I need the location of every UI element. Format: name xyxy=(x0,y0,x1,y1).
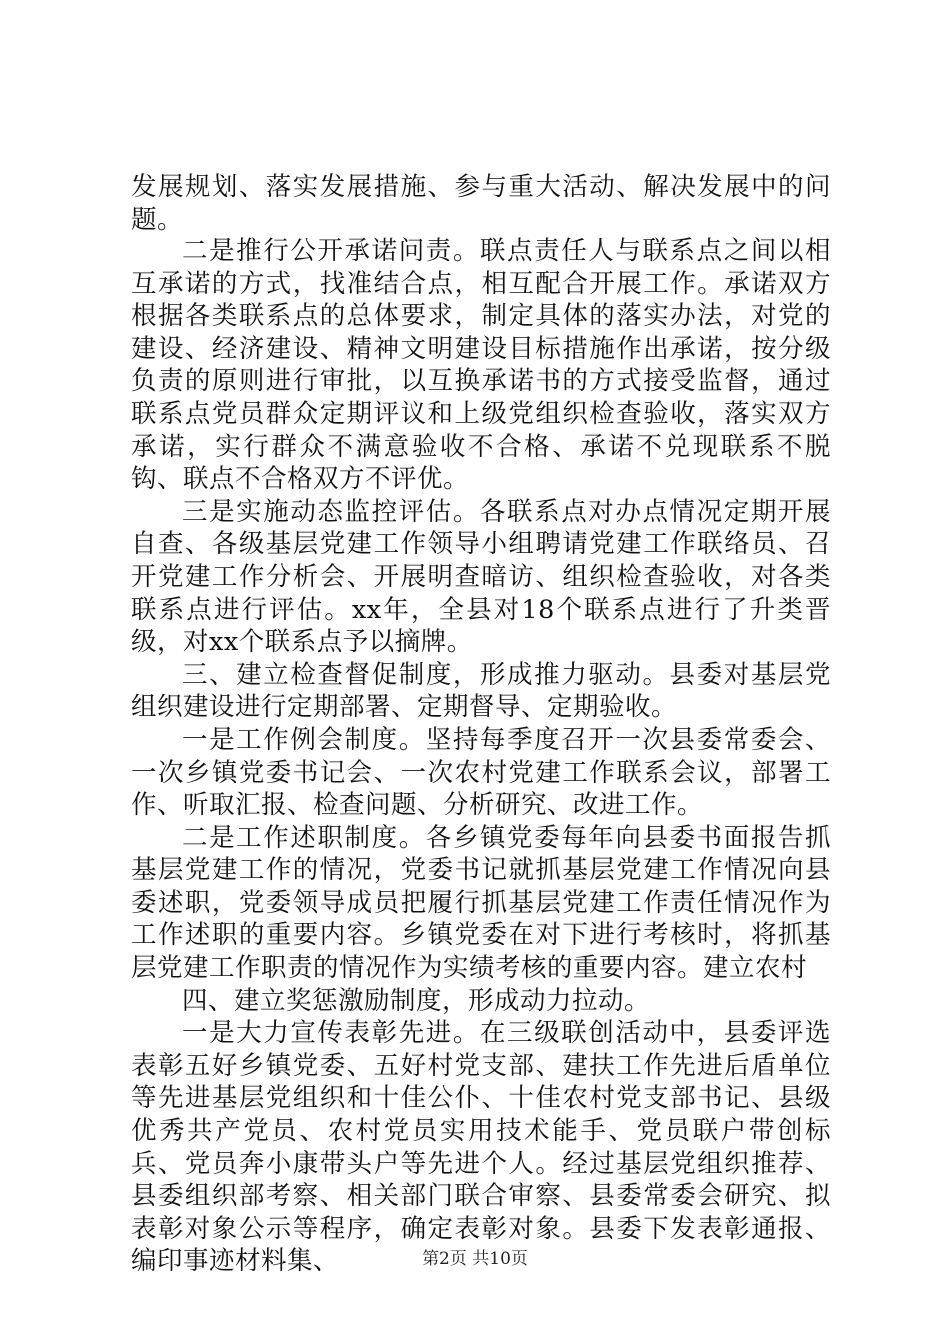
paragraph-work-meeting-system: 一是工作例会制度。坚持每季度召开一次县委常委会、一次乡镇党委书记会、一次农村党建工作联系会议，部署工作、听取汇报、检查问题、分析研究、改进工作。 xyxy=(131,724,831,821)
paragraph-commend-advanced: 一是大力宣传表彰先进。在三级联创活动中，县委评选表彰五好乡镇党委、五好村党支部、建扶工作先进后盾单位等先进基层党组织和十佳公仆、十佳农村党支部书记、县级优秀共产党员、农村党员实用技术能手、党员联户带创标兵、党员奔小康带头户等先进个人。经过基层党组织推荐、县委组织部考察、相关部门联合审察、县委常委会研究、拟表彰对象公示等程序，确定表彰对象。县委下发表彰通报、编印事迹材料集、 xyxy=(131,1018,831,1277)
document-lead xyxy=(131,171,831,236)
paragraph-dynamic-monitoring: 三是实施动态监控评估。各联系点对办点情况定期开展自查、各级基层党建工作领导小组聘请党建工作联络员、召开党建工作分析会、开展明查暗访、组织检查验收，对各类联系点进行评估。xx年，全县对18个联系点进行了升类晋级，对xx个联系点予以摘牌。 xyxy=(131,496,831,658)
page-number-label: 第2页 共10页 xyxy=(422,1249,528,1269)
document-body xyxy=(131,235,831,1278)
paragraph-section-four-heading: 四、建立奖惩激励制度，形成动力拉动。 xyxy=(182,985,651,1016)
paragraph-public-commitment: 二是推行公开承诺问责。联点责任人与联系点之间以相互承诺的方式，找准结合点，相互配合开展工作。承诺双方根据各类联系点的总体要求，制定具体的落实办法，对党的建设、经济建设、精神文明建设目标措施作出承诺，按分级负责的原则进行审批，以互换承诺书的方式接受监督，通过联系点党员群众定期评议和上级党组织检查验收，落实双方承诺，实行群众不满意验收不合格、承诺不兑现联系不脱钩、联点不合格双方不评优。 xyxy=(131,236,831,495)
lead-paragraph: 发展规划、落实发展措施、参与重大活动、解决发展中的问题。 xyxy=(131,172,831,235)
paragraph-section-three-heading: 三、建立检查督促制度，形成推力驱动。县委对基层党组织建设进行定期部署、定期督导、定期验收。 xyxy=(131,659,831,723)
page-footer xyxy=(0,1244,950,1269)
paragraph-work-report-system: 二是工作述职制度。各乡镇党委每年向县委书面报告抓基层党建工作的情况，党委书记就抓基层党建工作情况向县委述职，党委领导成员把履行抓基层党建工作责任情况作为工作述职的重要内容。乡镇党委在对下进行考核时，将抓基层党建工作职责的情况作为实绩考核的重要内容。建立农村 xyxy=(131,822,831,984)
